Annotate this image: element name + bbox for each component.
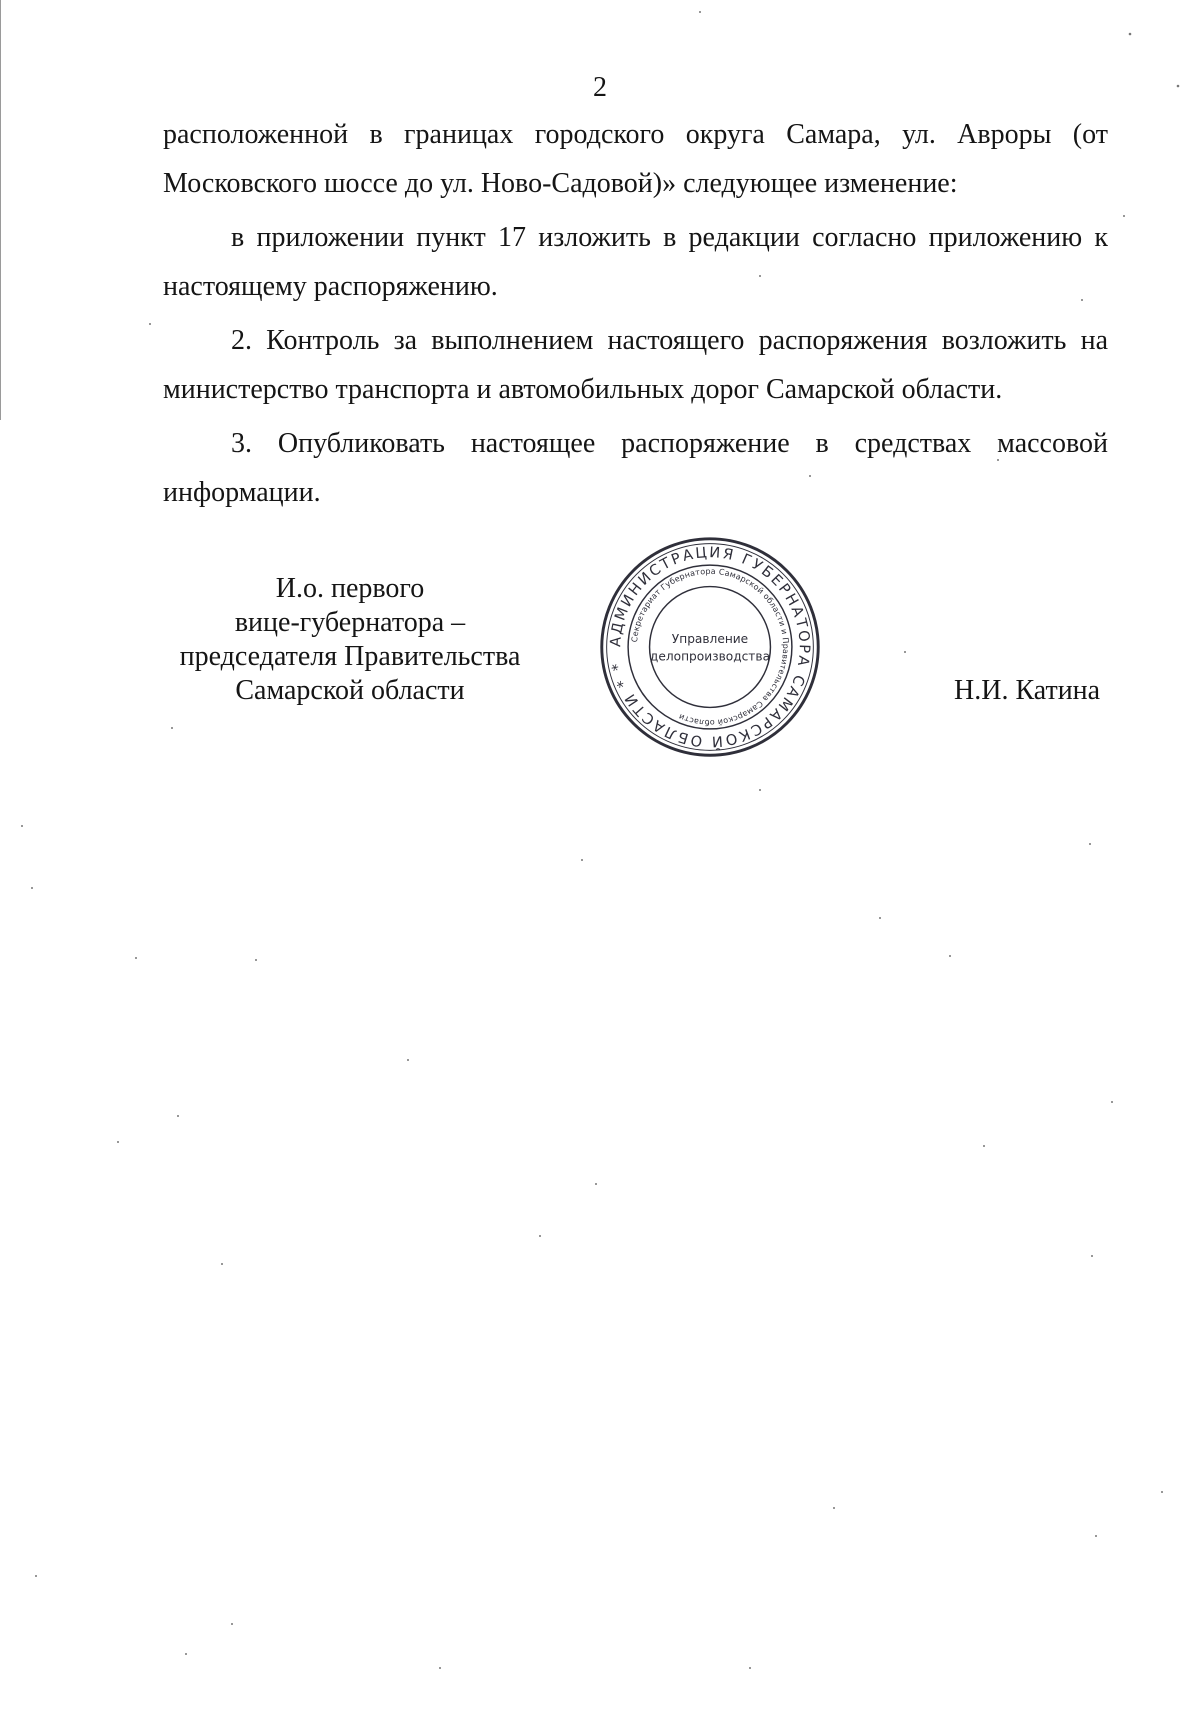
- paragraph-control: 2. Контроль за выполнением настоящего распоряжения возложить на министерство транспорта и автомобильных дорог Самарской области.: [163, 325, 1108, 405]
- paragraph-amendment: в приложении пункт 17 изложить в редакции согласно приложению к настоящему распоряжению.: [163, 222, 1108, 302]
- signatory-title-line: вице-губернатора –: [234, 607, 466, 638]
- paragraph-publish: 3. Опубликовать настоящее распоряжение в средствах массовой информации.: [163, 428, 1108, 508]
- seal-inner-text: Секретариат Губернатора Самарской области и Правительства Самарской области: [629, 566, 791, 728]
- seal-center-line-1: Управление: [671, 632, 749, 647]
- paragraph-continuation: расположенной в границах городского округа Самара, ул. Авроры (от Московского шоссе до ул. Ново-Садовой)» следующее изменение:: [163, 119, 1108, 199]
- page-number: 2: [593, 72, 607, 103]
- seal-center-line-2: делопроизводства: [649, 649, 771, 664]
- signatory-title-line: Самарской области: [235, 675, 465, 706]
- signatory-title-line: И.о. первого: [275, 573, 425, 604]
- signatory-name: Н.И. Катина: [954, 675, 1101, 706]
- seal-outer-text: АДМИНИСТРАЦИЯ ГУБЕРНАТОРА САМАРСКОЙ ОБЛАСТИ * *: [607, 544, 813, 750]
- signatory-title-line: председателя Правительства: [179, 641, 521, 672]
